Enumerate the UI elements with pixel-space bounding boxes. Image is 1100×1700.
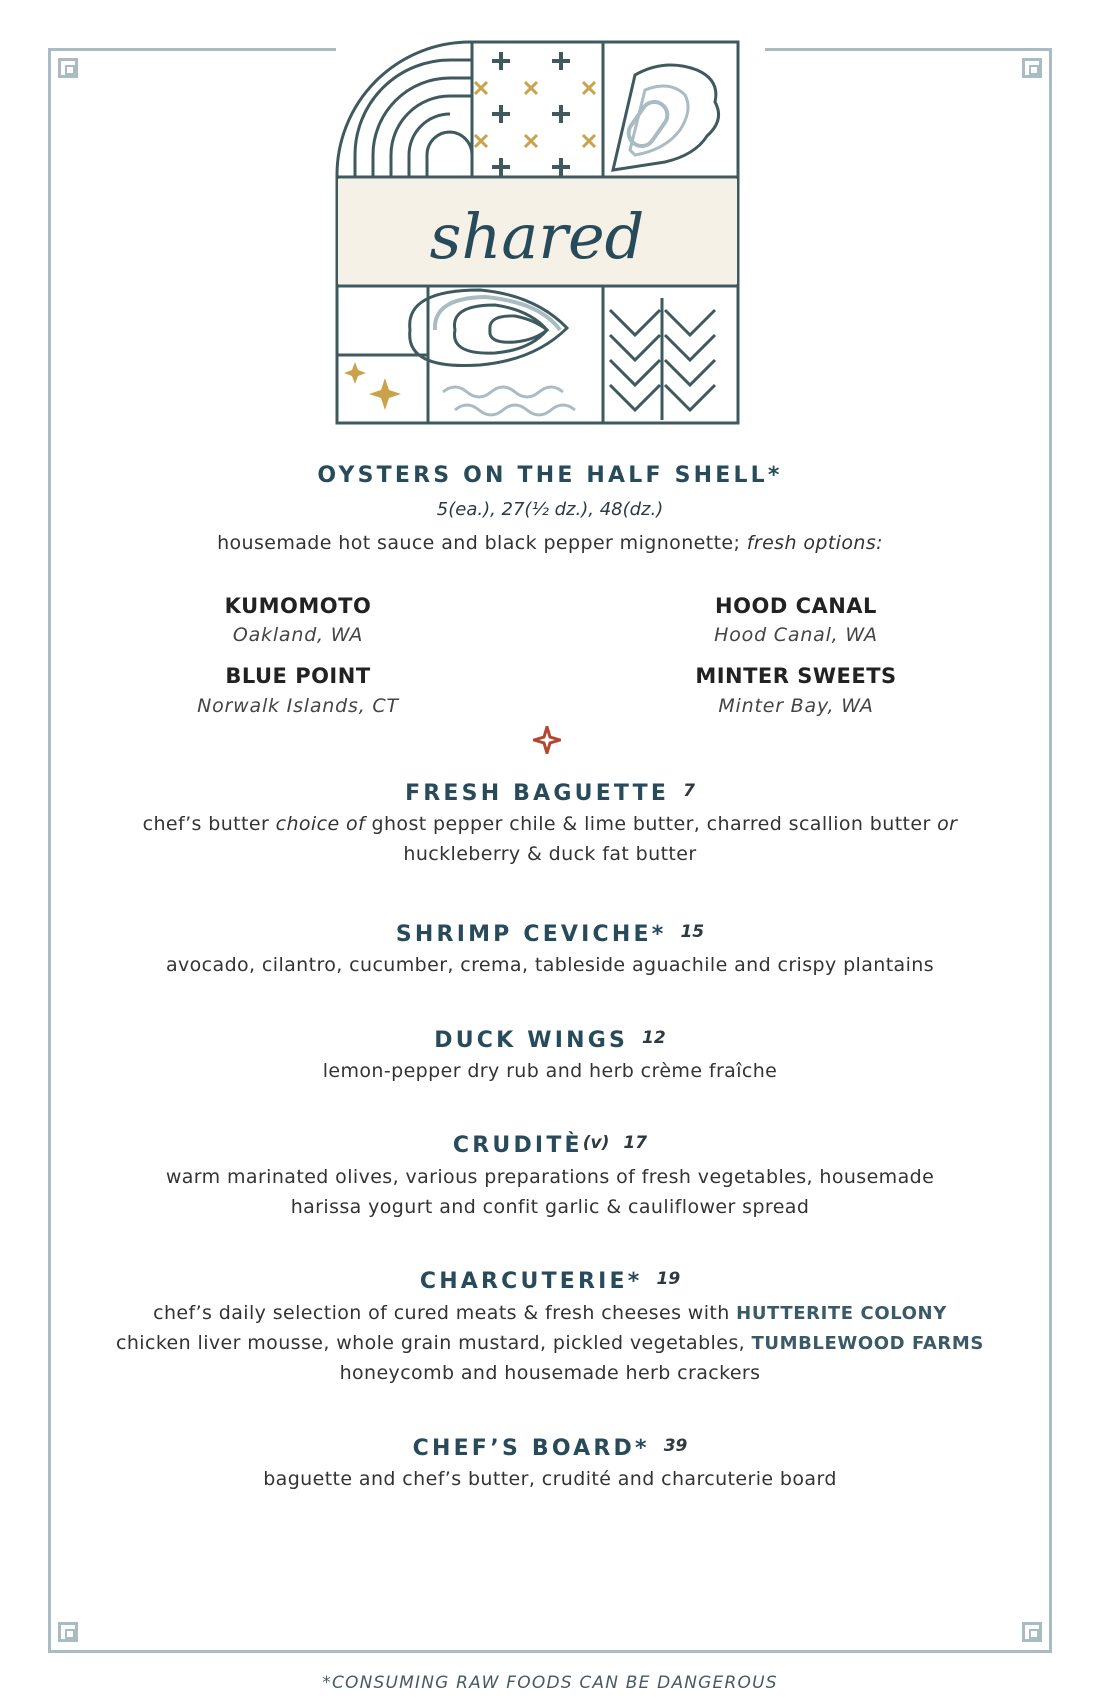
menu-item-description: honeycomb and housemade herb crackers bbox=[339, 1362, 761, 1384]
raw-food-disclaimer: *CONSUMING RAW FOODS CAN BE DANGEROUS bbox=[322, 1673, 778, 1693]
section-title: shared bbox=[429, 200, 645, 273]
oyster-option-location: Norwalk Islands, CT bbox=[197, 695, 399, 717]
menu-item-description: lemon-pepper dry rub and herb crème fraîche bbox=[322, 1060, 778, 1082]
oyster-option-location: Hood Canal, WA bbox=[714, 624, 878, 646]
menu-item-description: chicken liver mousse, whole grain mustard, pickled vegetables, TUMBLEWOOD FARMS bbox=[116, 1332, 984, 1354]
oyster-option-name: MINTER SWEETS bbox=[695, 664, 897, 688]
menu-item-title: FRESH BAGUETTE 7 bbox=[405, 781, 695, 806]
oyster-option-location: Oakland, WA bbox=[232, 624, 364, 646]
oysters-desc-text: housemade hot sauce and black pepper mignonette; bbox=[217, 532, 747, 554]
menu-item-title: DUCK WINGS 12 bbox=[434, 1028, 666, 1053]
farm-name: TUMBLEWOOD FARMS bbox=[751, 1333, 984, 1354]
farm-name: HUTTERITE COLONY bbox=[736, 1303, 947, 1324]
oysters-desc-emphasis: fresh options: bbox=[746, 532, 883, 554]
menu-item-description: huckleberry & duck fat butter bbox=[403, 843, 697, 865]
oysters-title: OYSTERS ON THE HALF SHELL* bbox=[317, 463, 783, 488]
oyster-option-name: HOOD CANAL bbox=[715, 594, 877, 618]
oysters-description bbox=[0, 532, 1100, 554]
menu-item-description: warm marinated olives, various preparations of fresh vegetables, housemade bbox=[165, 1166, 935, 1188]
menu-item-description: avocado, cilantro, cucumber, crema, tableside aguachile and crispy plantains bbox=[165, 954, 935, 976]
menu-item-description: harissa yogurt and confit garlic & cauliflower spread bbox=[290, 1196, 810, 1218]
menu-item-description: chef’s butter choice of ghost pepper chile & lime butter, charred scallion butter or bbox=[142, 813, 958, 835]
menu-item-title: CHEF’S BOARD* 39 bbox=[412, 1436, 688, 1461]
menu-item-description: baguette and chef’s butter, crudité and charcuterie board bbox=[263, 1468, 837, 1490]
oyster-option-name: BLUE POINT bbox=[225, 664, 371, 688]
menu-item-description: chef’s daily selection of cured meats & fresh cheeses with HUTTERITE COLONY bbox=[153, 1302, 947, 1324]
oyster-option-name: KUMOMOTO bbox=[224, 594, 372, 618]
divider-star-icon bbox=[533, 726, 561, 754]
menu-item-title: CHARCUTERIE* 19 bbox=[419, 1269, 681, 1294]
section-illustration bbox=[335, 40, 740, 425]
menu-item-title: SHRIMP CEVICHE* 15 bbox=[395, 922, 705, 947]
menu-item-title: CRUDITÈ(v) 17 bbox=[452, 1133, 648, 1158]
oysters-prices: 5(ea.), 27(½ dz.), 48(dz.) bbox=[436, 499, 664, 520]
oyster-option-location: Minter Bay, WA bbox=[718, 695, 874, 717]
